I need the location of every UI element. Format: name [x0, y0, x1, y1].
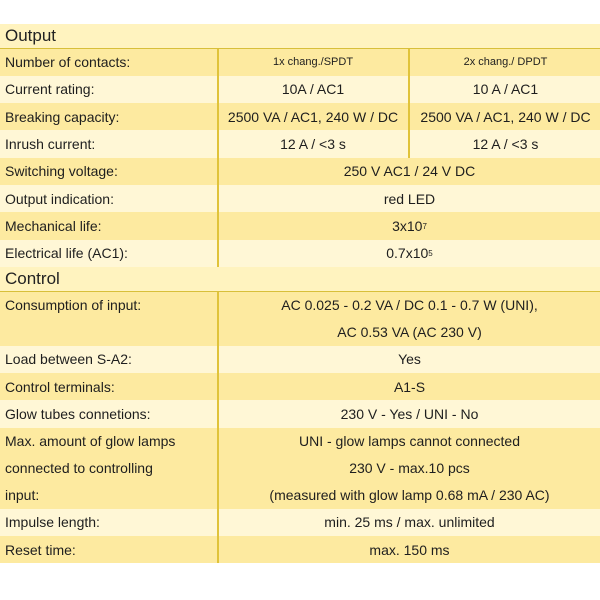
value-line: AC 0.025 - 0.2 VA / DC 0.1 - 0.7 W (UNI), — [281, 297, 538, 314]
row-label: Output indication: — [5, 190, 114, 207]
table-row — [0, 158, 600, 185]
row-value — [219, 428, 600, 509]
value-line: UNI - glow lamps cannot connected — [299, 433, 520, 450]
table-row — [0, 292, 600, 346]
table-row — [0, 400, 600, 427]
row-value: max. 150 ms — [369, 541, 450, 558]
table-row — [0, 76, 600, 103]
spec-table — [0, 24, 600, 563]
section-title: Control — [5, 269, 60, 289]
row-label: Number of contacts: — [5, 54, 131, 71]
row-value-1: 1x chang./SPDT — [272, 56, 354, 69]
value-line: AC 0.53 VA (AC 230 V) — [337, 324, 482, 341]
column-divider — [408, 103, 410, 130]
value-base: 3x10 — [392, 218, 423, 235]
value-line: 230 V - max.10 pcs — [349, 460, 470, 477]
row-value-2: 10 A / AC1 — [472, 81, 539, 98]
row-value: A1-S — [393, 378, 426, 395]
row-label: Mechanical life: — [5, 218, 102, 235]
row-value — [219, 292, 600, 346]
table-row — [0, 212, 600, 239]
row-value: Yes — [398, 351, 421, 368]
row-value-1: 12 A / <3 s — [280, 136, 346, 153]
row-value: red LED — [383, 190, 436, 207]
column-divider — [408, 76, 410, 103]
row-label: Reset time: — [5, 541, 76, 558]
value-line: (measured with glow lamp 0.68 mA / 230 AC) — [269, 487, 550, 504]
label-line: input: — [5, 487, 40, 504]
row-value: 230 V - Yes / UNI - No — [340, 405, 479, 422]
section-title: Output — [5, 26, 57, 45]
row-label: Load between S-A2: — [5, 351, 132, 368]
table-row — [0, 373, 600, 400]
table-row — [0, 49, 600, 76]
row-value — [219, 240, 600, 267]
row-value-2: 12 A / <3 s — [472, 136, 539, 153]
row-label: Glow tubes connetions: — [5, 405, 151, 422]
row-value: min. 25 ms / max. unlimited — [324, 514, 495, 531]
row-value-2: 2x chang./ DPDT — [463, 56, 548, 69]
table-row — [0, 103, 600, 130]
table-row — [0, 240, 600, 267]
column-divider — [408, 130, 410, 157]
table-row — [0, 536, 600, 563]
label-line: connected to controlling — [5, 460, 153, 477]
row-label: Electrical life (AC1): — [5, 245, 128, 262]
row-label: Control terminals: — [5, 378, 115, 395]
row-label: Current rating: — [5, 81, 95, 98]
row-label: Inrush current: — [5, 136, 96, 153]
table-row — [0, 185, 600, 212]
row-label: Consumption of input: — [5, 296, 142, 313]
label-line: Max. amount of glow lamps — [5, 433, 176, 450]
row-label: Impulse length: — [5, 514, 100, 531]
row-value: 250 V AC1 / 24 V DC — [343, 163, 476, 180]
row-value-1: 2500 VA / AC1, 240 W / DC — [227, 108, 399, 125]
value-exponent: 7 — [422, 221, 427, 231]
row-label: Switching voltage: — [5, 163, 118, 180]
table-row — [0, 509, 600, 536]
value-base: 0.7x10 — [386, 245, 429, 262]
section-header-control — [0, 267, 600, 292]
row-value-1: 10A / AC1 — [281, 81, 345, 98]
table-row — [0, 130, 600, 157]
row-label — [5, 428, 175, 509]
row-value-2: 2500 VA / AC1, 240 W / DC — [420, 108, 591, 125]
column-divider — [408, 49, 410, 76]
table-row — [0, 346, 600, 373]
row-label: Breaking capacity: — [5, 108, 120, 125]
row-value — [219, 212, 600, 239]
table-row — [0, 428, 600, 509]
section-header-output — [0, 24, 600, 49]
value-exponent: 5 — [428, 248, 433, 258]
